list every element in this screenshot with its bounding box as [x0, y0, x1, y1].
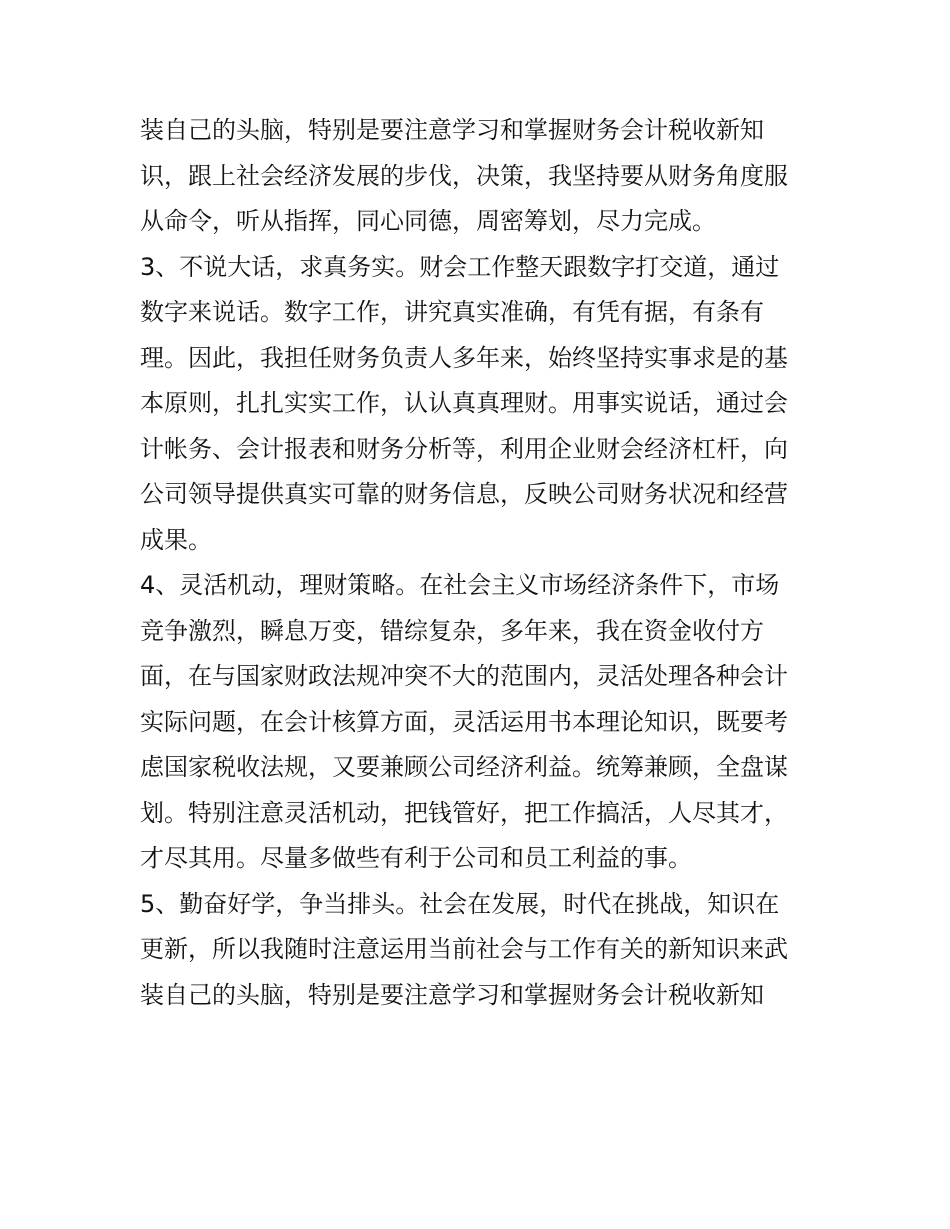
text-line: 数字来说话。数字工作，讲究真实准确，有凭有据，有条有 [140, 298, 764, 326]
text-line: 本原则，扎扎实实工作，认认真真理财。用事实说话，通过会 [140, 389, 788, 417]
text-line: 虑国家税收法规，又要兼顾公司经济利益。统筹兼顾，全盘谋 [140, 753, 788, 781]
text-line: 识，跟上社会经济发展的步伐，决策，我坚持要从财务角度服 [140, 161, 788, 190]
body-text [140, 108, 820, 1018]
text-line: 装自己的头脑，特别是要注意学习和掌握财务会计税收新知 [140, 980, 764, 1009]
text-line: 面，在与国家财政法规冲突不大的范围内，灵活处理各种会计 [140, 662, 788, 690]
text-line: 5、勤奋好学，争当排头。社会在发展，时代在挑战，知识在 [140, 889, 780, 918]
text-line: 划。特别注意灵活机动，把钱管好，把工作搞活，人尽其才， [140, 798, 788, 827]
text-line: 公司领导提供真实可靠的财务信息，反映公司财务状况和经营 [140, 480, 788, 508]
text-line: 从命令，听从指挥，同心同德，周密筹划，尽力完成。 [140, 207, 716, 235]
text-line: 4、灵活机动，理财策略。在社会主义市场经济条件下，市场 [140, 571, 780, 599]
text-line: 成果。 [140, 525, 212, 554]
text-line: 竞争激烈，瞬息万变，错综复杂，多年来，我在资金收付方 [140, 616, 764, 645]
text-line: 更新，所以我随时注意运用当前社会与工作有关的新知识来武 [140, 935, 788, 963]
text-line: 理。因此，我担任财务负责人多年来，始终坚持实事求是的基 [140, 343, 788, 372]
text-line: 实际问题，在会计核算方面，灵活运用书本理论知识，既要考 [140, 707, 788, 736]
text-line: 才尽其用。尽量多做些有利于公司和员工利益的事。 [140, 844, 692, 872]
text-line: 计帐务、会计报表和财务分析等，利用企业财会经济杠杆，向 [140, 434, 788, 463]
text-line: 装自己的头脑，特别是要注意学习和掌握财务会计税收新知 [140, 116, 764, 144]
text-line: 3、不说大话，求真务实。财会工作整天跟数字打交道，通过 [140, 252, 780, 281]
